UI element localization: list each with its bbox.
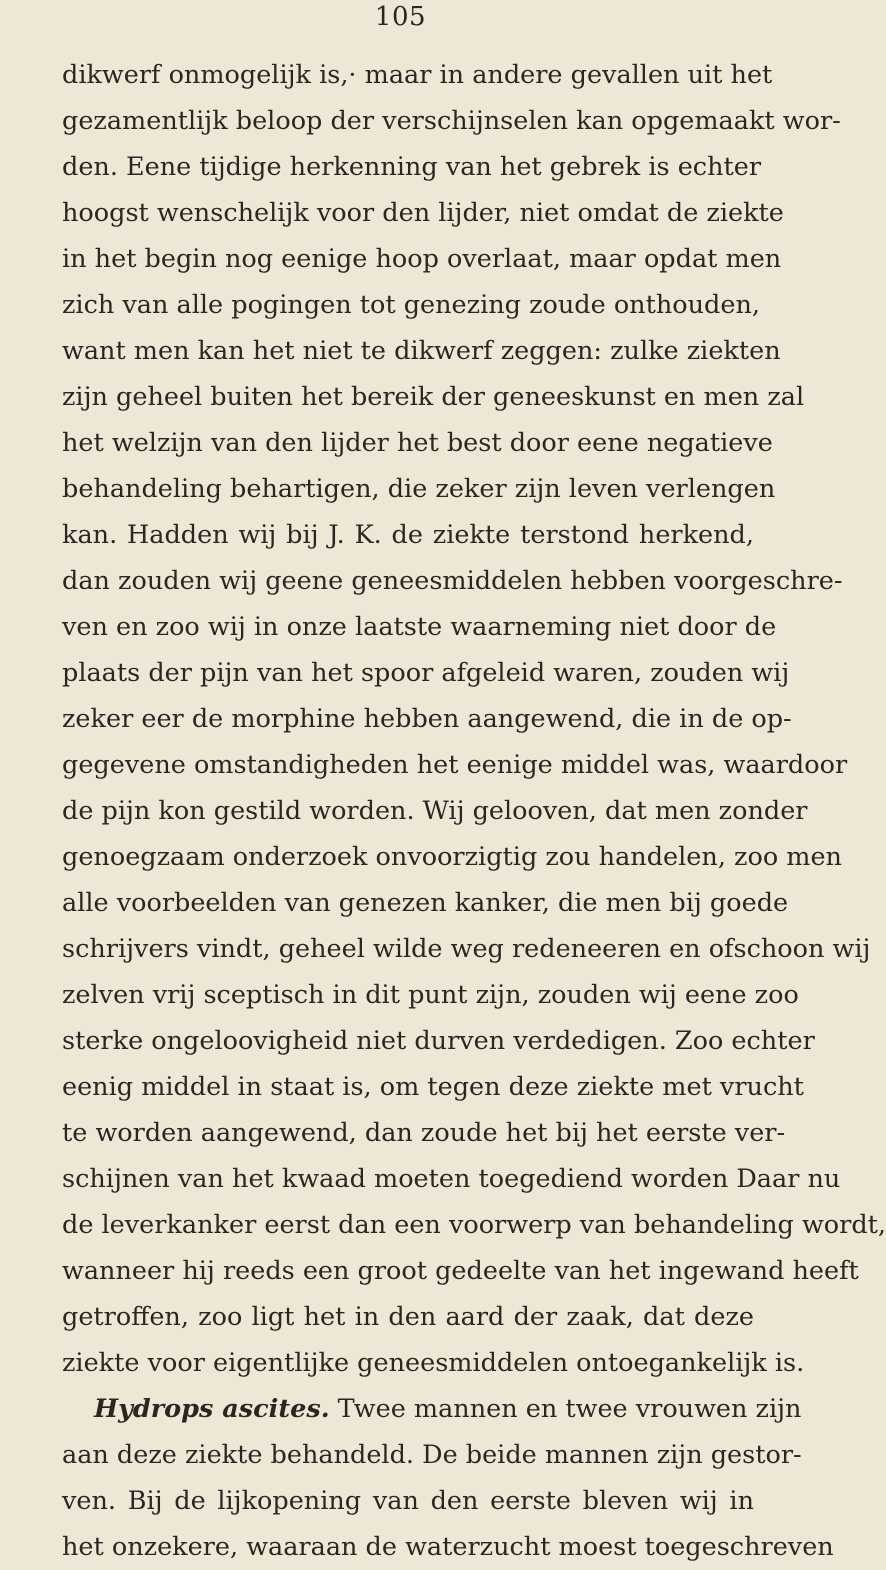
text-line: kan. Hadden wij bij J. K. de ziekte terstond herkend, bbox=[62, 520, 754, 550]
text-line: te worden aangewend, dan zoude het bij het eerste ver- bbox=[62, 1118, 786, 1148]
text-line: schrijvers vindt, geheel wilde weg redeneeren en ofschoon wij bbox=[62, 934, 871, 964]
text-line: behandeling behartigen, die zeker zijn leven verlengen bbox=[62, 474, 776, 504]
page-number: 105 bbox=[374, 2, 427, 32]
text-line: zijn geheel buiten het bereik der geneeskunst en men zal bbox=[62, 382, 805, 412]
text-line: ziekte voor eigentlijke geneesmiddelen ontoegankelijk is. bbox=[62, 1348, 805, 1378]
text-line: het onzekere, waaraan de waterzucht moest toegeschreven bbox=[62, 1532, 834, 1562]
section-start-text: Twee mannen en twee vrouwen zijn bbox=[329, 1394, 802, 1424]
text-line: wanneer hij reeds een groot gedeelte van het ingewand heeft bbox=[62, 1256, 859, 1286]
text-line: de leverkanker eerst dan een voorwerp van behandeling wordt, bbox=[62, 1210, 886, 1240]
text-line: getroffen, zoo ligt het in den aard der zaak, dat deze bbox=[62, 1302, 754, 1332]
section-heading-term: Hydrops ascites. bbox=[94, 1394, 330, 1424]
body-text bbox=[62, 52, 886, 1570]
text-line: in het begin nog eenige hoop overlaat, maar opdat men bbox=[62, 244, 782, 274]
text-line: den. Eene tijdige herkenning van het gebrek is echter bbox=[62, 152, 762, 182]
text-line: dan zouden wij geene geneesmiddelen hebben voorgeschre- bbox=[62, 566, 843, 596]
text-line: gezamentlijk beloop der verschijnselen kan opgemaakt wor- bbox=[62, 106, 841, 136]
section-start-line bbox=[62, 1386, 802, 1432]
text-line: aan deze ziekte behandeld. De beide mannen zijn gestor- bbox=[62, 1440, 802, 1470]
text-line: sterke ongeloovigheid niet durven verdedigen. Zoo echter bbox=[62, 1026, 815, 1056]
text-line: genoegzaam onderzoek onvoorzigtig zou handelen, zoo men bbox=[62, 842, 842, 872]
text-line: dikwerf onmogelijk is,· maar in andere gevallen uit het bbox=[62, 60, 773, 90]
text-line: ven en zoo wij in onze laatste waarneming niet door de bbox=[62, 612, 777, 642]
text-line: zeker eer de morphine hebben aangewend, die in de op- bbox=[62, 704, 792, 734]
text-line: schijnen van het kwaad moeten toegediend worden Daar nu bbox=[62, 1164, 841, 1194]
text-line: want men kan het niet te dikwerf zeggen: zulke ziekten bbox=[62, 336, 781, 366]
text-line: eenig middel in staat is, om tegen deze ziekte met vrucht bbox=[62, 1072, 804, 1102]
text-line: alle voorbeelden van genezen kanker, die men bij goede bbox=[62, 888, 789, 918]
text-line: ven. Bij de lijkopening van den eerste bleven wij in bbox=[62, 1486, 754, 1516]
text-line: plaats der pijn van het spoor afgeleid waren, zouden wij bbox=[62, 658, 790, 688]
text-line: het welzijn van den lijder het best door eene negatieve bbox=[62, 428, 773, 458]
text-line: zich van alle pogingen tot genezing zoude onthouden, bbox=[62, 290, 760, 320]
text-line: hoogst wenschelijk voor den lijder, niet omdat de ziekte bbox=[62, 198, 784, 228]
text-line: de pijn kon gestild worden. Wij gelooven, dat men zonder bbox=[62, 796, 808, 826]
text-line: gegevene omstandigheden het eenige middel was, waardoor bbox=[62, 750, 848, 780]
text-line: zelven vrij sceptisch in dit punt zijn, zouden wij eene zoo bbox=[62, 980, 799, 1010]
